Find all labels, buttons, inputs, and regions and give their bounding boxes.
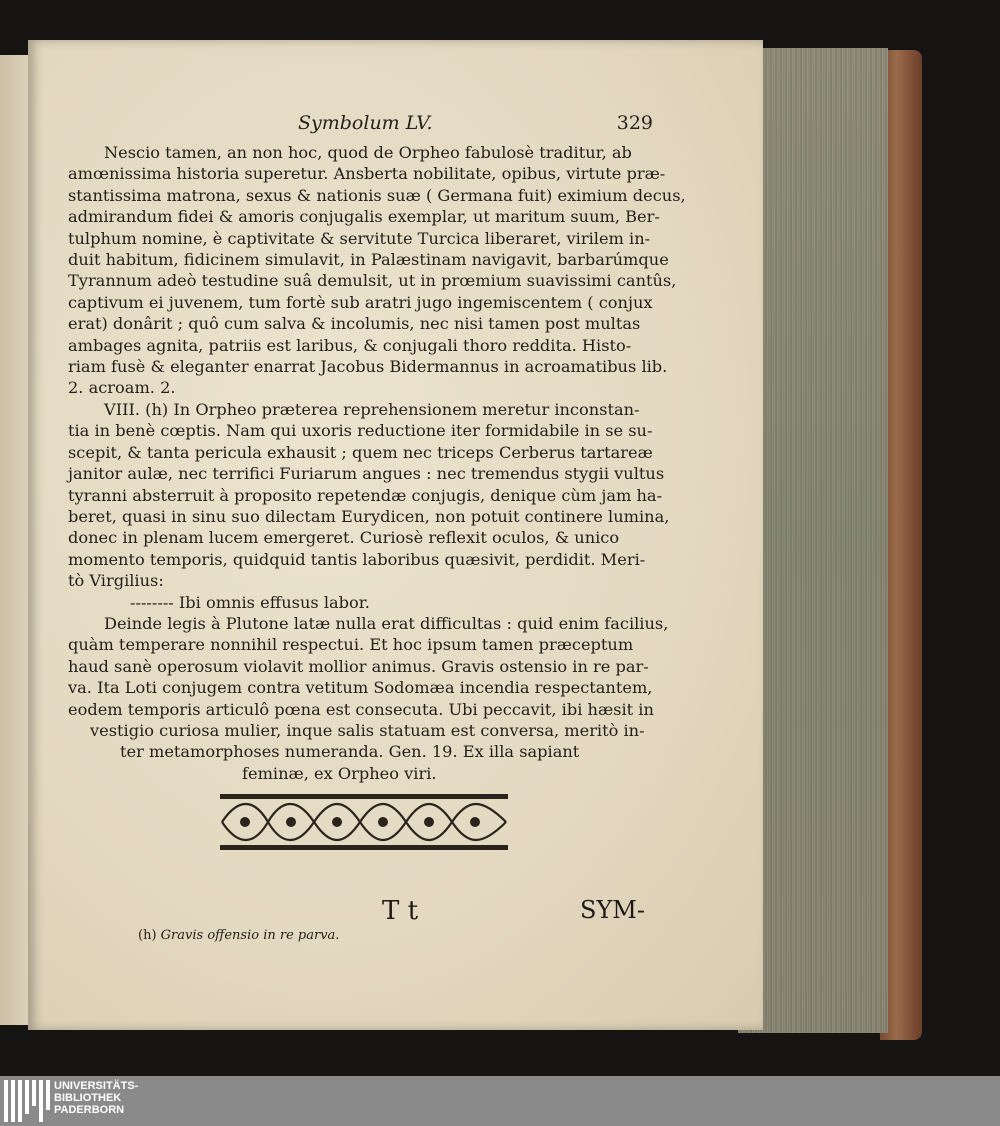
text-line: Deinde legis à Plutone latæ nulla erat difficultas : quid enim facilius, [104, 613, 669, 633]
text-line: 2. acroam. 2. [68, 378, 176, 398]
text-line: quàm temperare nonnihil respectui. Et hoc ipsum tamen præceptum [68, 635, 634, 655]
text-line: vestigio curiosa mulier, inque salis statuam est conversa, meritò in- [90, 720, 645, 740]
text-line: feminæ, ex Orpheo viri. [242, 763, 437, 783]
text-line: momento temporis, quidquid tantis laboribus quæsivit, perdidit. Meri- [68, 549, 646, 569]
text-line: riam fusè & eleganter enarrat Jacobus Bidermannus in acroamatibus lib. [68, 357, 668, 377]
library-name-line: BIBLIOTHEK [54, 1092, 122, 1104]
footnote-text: Gravis offensio in re parva. [160, 928, 340, 943]
text-line: eodem temporis articulô pœna est consecuta. Ubi peccavit, ibi hæsit in [68, 699, 654, 719]
running-head-title: Symbolum LV. [298, 112, 433, 134]
footnote [138, 928, 339, 943]
signature-mark: T t [382, 896, 419, 926]
text-line: captivum ei juvenem, tum fortè sub aratri jugo ingemiscentem ( conjux [68, 292, 653, 312]
text-line: ter metamorphoses numeranda. Gen. 19. Ex illa sapiant [120, 742, 580, 762]
text-line: janitor aulæ, nec terrifici Furiarum angues : nec tremendus stygii vultus [68, 464, 665, 484]
text-line: tulphum nomine, è captivitate & servitute Turcica liberaret, virilem in- [68, 228, 651, 248]
footnote-mark: (h) [138, 928, 157, 943]
text-line: Tyrannum adeò testudine suâ demulsit, ut in prœmium suavissimi cantûs, [68, 271, 677, 291]
text-line: admirandum fidei & amoris conjugalis exemplar, ut maritum suum, Ber- [68, 207, 660, 227]
catchword: SYM- [580, 896, 645, 924]
text-line: stantissima matrona, sexus & nationis suæ ( Germana fuit) eximium decus, [68, 185, 686, 205]
text-line: donec in plenam lucem emergeret. Curiosè reflexit oculos, & unico [68, 528, 620, 548]
text-line: duit habitum, fidicinem simulavit, in Palæstinam navigavit, barbarúmque [68, 250, 669, 270]
text-line: erat) donârit ; quô cum salva & incolumis, nec nisi tamen post multas [68, 314, 641, 334]
text-line: ambages agnita, patriis est laribus, & conjugali thoro reddita. Histo- [68, 335, 632, 355]
text-line: tò Virgilius: [68, 571, 164, 591]
text-line: tyranni absterruit à proposito repetendæ conjugis, denique cùm jam ha- [68, 485, 663, 505]
verse-quote: -------- Ibi omnis effusus labor. [130, 592, 370, 612]
page-number: 329 [616, 112, 653, 134]
text-line: amœnissima historia superetur. Ansberta nobilitate, opibus, virtute præ- [68, 164, 666, 184]
library-name[interactable] [54, 1080, 138, 1116]
text-line: tia in benè cœptis. Nam qui uxoris reductione iter formidabile in se su- [68, 421, 653, 441]
library-logo-icon [4, 1080, 53, 1122]
text-line: Nescio tamen, an non hoc, quod de Orpheo fabulosè traditur, ab [104, 143, 632, 162]
text-line: beret, quasi in sinu suo dilectam Eurydicen, non potuit continere lumina, [68, 506, 670, 526]
library-footer-bar [0, 1076, 1000, 1126]
text-line: scepit, & tanta pericula exhausit ; quem nec triceps Cerberus tartareæ [68, 442, 653, 462]
library-name-line: UNIVERSITÄTS- [54, 1080, 139, 1092]
text-line: haud sanè operosum violavit mollior animus. Gravis ostensio in re par- [68, 656, 649, 676]
ornament-tailpiece [218, 792, 510, 852]
library-name-line: PADERBORN [54, 1104, 125, 1116]
text-line: va. Ita Loti conjugem contra vetitum Sodomæa incendia respectantem, [68, 678, 653, 698]
text-line: VIII. (h) In Orpheo præterea reprehensionem meretur inconstan- [104, 399, 640, 419]
body-text [68, 142, 686, 784]
